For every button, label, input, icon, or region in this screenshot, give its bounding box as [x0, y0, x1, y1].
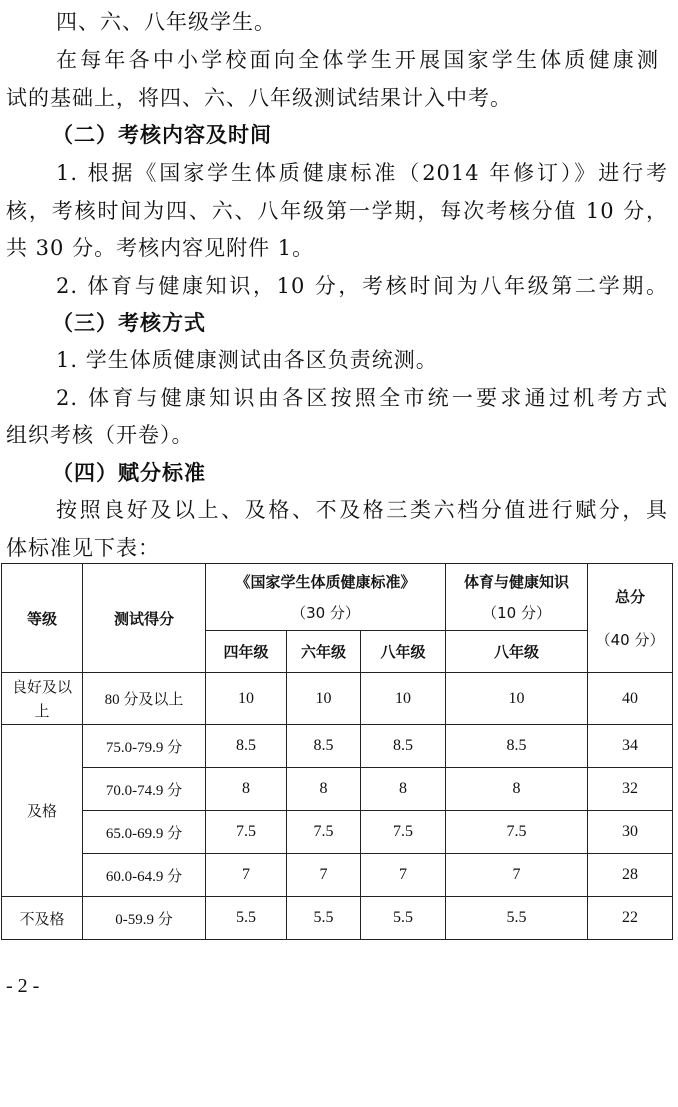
paragraph-line: 体标准见下表：: [6, 536, 160, 560]
value-cell: 5.5: [287, 897, 361, 940]
value-cell: 8.5: [361, 725, 446, 768]
value-cell: 7: [361, 854, 446, 897]
header-test-score: 测试得分: [83, 564, 206, 673]
value-cell: 10: [206, 673, 287, 725]
header-total-title: 总分: [615, 588, 646, 606]
value-cell: 8.5: [287, 725, 361, 768]
paragraph-line: 2. 体育与健康知识，10 分，考核时间为八年级第二学期。: [56, 274, 668, 298]
value-cell: 7.5: [206, 811, 287, 854]
value-cell: 8.5: [206, 725, 287, 768]
header-pe-title: 体育与健康知识: [464, 573, 570, 591]
value-cell: 5.5: [446, 897, 588, 940]
total-cell: 28: [588, 854, 673, 897]
paragraph-line: 1. 根据《国家学生体质健康标准（2014 年修订）》进行考: [56, 161, 668, 185]
paragraph-line: 2. 体育与健康知识由各区按照全市统一要求通过机考方式: [56, 386, 668, 410]
table-row: [2, 673, 673, 725]
value-cell: 8: [206, 768, 287, 811]
table-row: [2, 725, 673, 768]
paragraph-line: 共 30 分。考核内容见附件 1。: [6, 236, 315, 260]
value-cell: 8: [446, 768, 588, 811]
header-pe-points: （10 分）: [482, 604, 551, 622]
value-cell: 10: [446, 673, 588, 725]
section-heading: （四）赋分标准: [52, 460, 206, 485]
table-row: [2, 854, 673, 897]
header-grade4: 四年级: [206, 631, 287, 673]
paragraph-line: 在每年各中小学校面向全体学生开展国家学生体质健康测: [56, 48, 659, 72]
paragraph-line: 试的基础上，将四、六、八年级测试结果计入中考。: [6, 86, 512, 110]
section-heading: （二）考核内容及时间: [52, 122, 272, 147]
value-cell: 8.5: [446, 725, 588, 768]
table-row: [2, 897, 673, 940]
value-cell: 10: [287, 673, 361, 725]
value-cell: 7.5: [361, 811, 446, 854]
range-cell: 70.0-74.9 分: [83, 768, 206, 811]
score-table: [1, 563, 672, 940]
paragraph-line: 1. 学生体质健康测试由各区负责统测。: [56, 348, 438, 372]
header-pe-knowledge: [446, 564, 588, 631]
value-cell: 7.5: [287, 811, 361, 854]
value-cell: 8: [361, 768, 446, 811]
paragraph-line: 按照良好及以上、及格、不及格三类六档分值进行赋分，具: [56, 498, 668, 522]
table-row: [2, 768, 673, 811]
level-cell: 及格: [2, 725, 83, 897]
level-cell: 良好及以上: [2, 673, 83, 725]
range-cell: 75.0-79.9 分: [83, 725, 206, 768]
page-number: - 2 -: [6, 975, 40, 997]
paragraph-line: 核，考核时间为四、六、八年级第一学期，每次考核分值 10 分，: [6, 199, 668, 223]
header-standard-title: 《国家学生体质健康标准》: [235, 573, 416, 591]
range-cell: 65.0-69.9 分: [83, 811, 206, 854]
range-cell: 0-59.9 分: [83, 897, 206, 940]
header-total: [588, 564, 673, 673]
header-standard-points: （30 分）: [291, 604, 360, 622]
value-cell: 5.5: [361, 897, 446, 940]
total-cell: 34: [588, 725, 673, 768]
value-cell: 7: [287, 854, 361, 897]
header-standard: [206, 564, 446, 631]
header-grade6: 六年级: [287, 631, 361, 673]
total-cell: 40: [588, 673, 673, 725]
total-cell: 32: [588, 768, 673, 811]
value-cell: 7: [206, 854, 287, 897]
value-cell: 7: [446, 854, 588, 897]
header-pe-grade8: 八年级: [446, 631, 588, 673]
range-cell: 60.0-64.9 分: [83, 854, 206, 897]
value-cell: 7.5: [446, 811, 588, 854]
value-cell: 5.5: [206, 897, 287, 940]
range-cell: 80 分及以上: [83, 673, 206, 725]
header-level: 等级: [2, 564, 83, 673]
paragraph-line: 组织考核（开卷）。: [6, 423, 194, 447]
value-cell: 8: [287, 768, 361, 811]
paragraph-line: 四、六、八年级学生。: [56, 10, 276, 34]
header-grade8: 八年级: [361, 631, 446, 673]
value-cell: 10: [361, 673, 446, 725]
table-row: [2, 811, 673, 854]
total-cell: 22: [588, 897, 673, 940]
header-total-points: （40 分）: [595, 631, 665, 649]
total-cell: 30: [588, 811, 673, 854]
level-cell: 不及格: [2, 897, 83, 940]
section-heading: （三）考核方式: [52, 310, 206, 335]
